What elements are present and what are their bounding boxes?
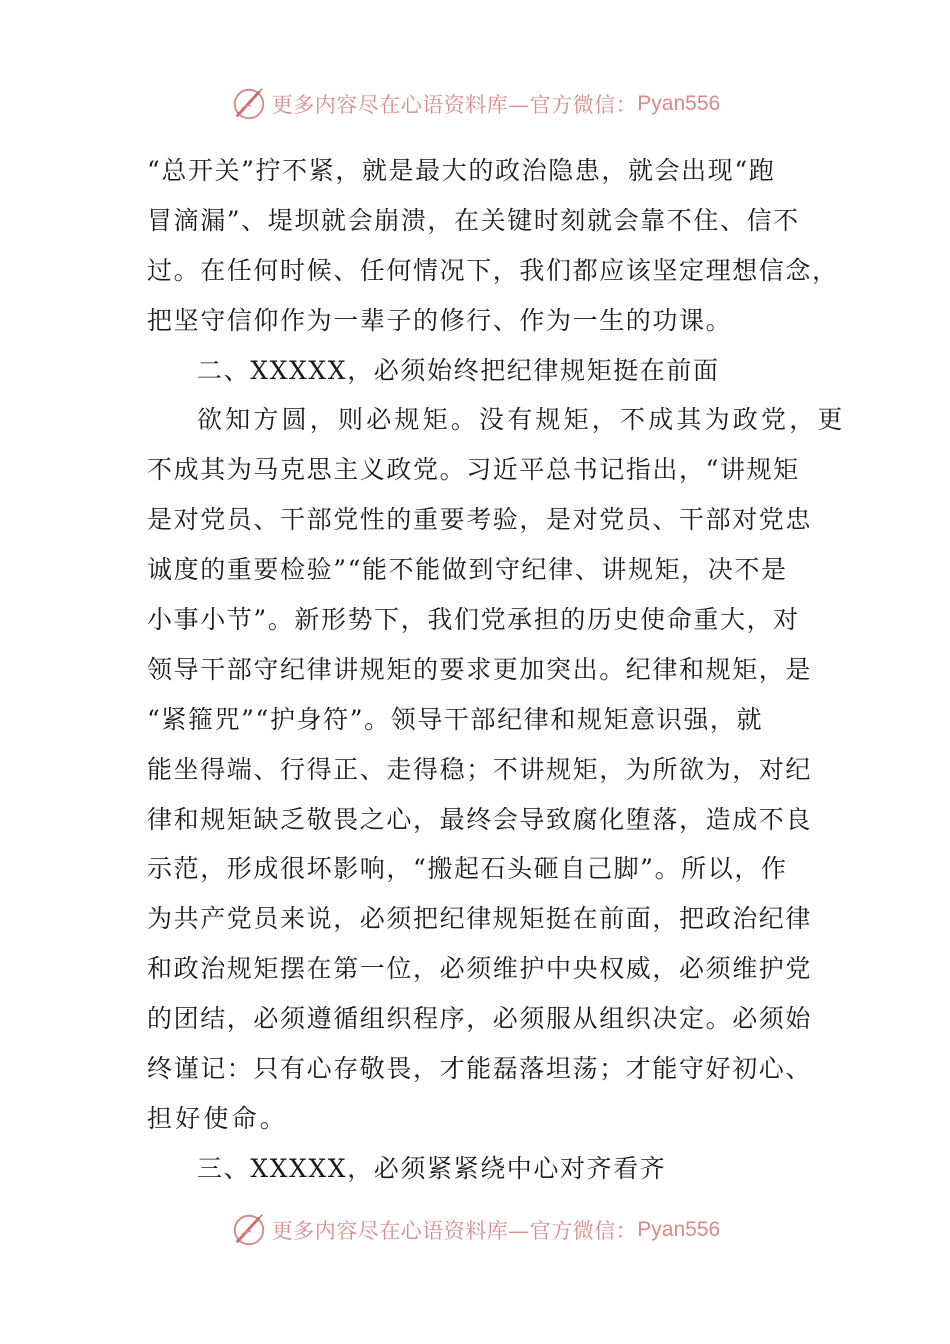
text-line: 小事小节”。新形势下，我们党承担的历史使命重大，对 — [147, 605, 800, 635]
text-line: 领导干部守纪律讲规矩的要求更加突出。纪律和规矩，是 — [147, 654, 813, 684]
text-line: 终谨记：只有心存敬畏，才能磊落坦荡；才能守好初心、 — [147, 1054, 813, 1084]
text-line: 的团结，必须遵循组织程序，必须服从组织决定。必须始 — [147, 1004, 813, 1034]
text-line: 不成其为马克思主义政党。习近平总书记指出，“讲规矩 — [147, 455, 800, 485]
watermark-text: 更多内容尽在心语资料库—官方微信： — [271, 1219, 638, 1243]
text-line: 能坐得端、行得正、走得稳；不讲规矩，为所欲为，对纪 — [147, 754, 813, 784]
section-heading-3: 三、XXXXX，必须紧紧绕中心对齐看齐 — [197, 1153, 667, 1183]
text-line: 和政治规矩摆在第一位，必须维护中央权威，必须维护党 — [147, 954, 813, 984]
watermark-wechat-id: Pyan556 — [637, 1218, 721, 1241]
header-watermark — [0, 82, 950, 126]
text-line: 欲知方圆，则必规矩。没有规矩，不成其为政党，更 — [197, 405, 846, 435]
text-line: “总开关”拧不紧，就是最大的政治隐患，就会出现“跑 — [147, 156, 776, 185]
footer-watermark — [0, 1208, 950, 1252]
text-line: 为共产党员来说，必须把纪律规矩挺在前面，把政治纪律 — [147, 904, 813, 934]
watermark-text: 更多内容尽在心语资料库—官方微信： — [271, 93, 638, 117]
text-line: 是对党员、干部党性的重要考验，是对党员、干部对党忠 — [147, 505, 813, 535]
text-line: 律和规矩缺乏敬畏之心，最终会导致腐化堕落，造成不良 — [147, 804, 813, 834]
document-body — [147, 146, 846, 1194]
section-heading-2: 二、XXXXX，必须始终把纪律规矩挺在前面 — [197, 355, 720, 385]
pen-logo-icon — [230, 1211, 268, 1249]
text-line: “紧箍咒”“护身符”。领导干部纪律和规矩意识强，就 — [147, 704, 764, 734]
watermark-wechat-id: Pyan556 — [637, 92, 721, 115]
text-line: 冒滴漏”、堤坝就会崩溃，在关键时刻就会靠不住、信不 — [147, 205, 800, 235]
text-line: 把坚守信仰作为一辈子的修行、作为一生的功课。 — [147, 305, 733, 335]
text-line: 示范，形成很坏影响，“搬起石头砸自己脚”。所以，作 — [147, 854, 788, 884]
pen-logo-icon — [230, 85, 268, 123]
text-line: 过。在任何时候、任何情况下，我们都应该坚定理想信念， — [147, 255, 839, 285]
text-line: 诚度的重要检验”“能不能做到守纪律、讲规矩，决不是 — [147, 555, 788, 585]
text-line: 担好使命。 — [147, 1103, 289, 1133]
